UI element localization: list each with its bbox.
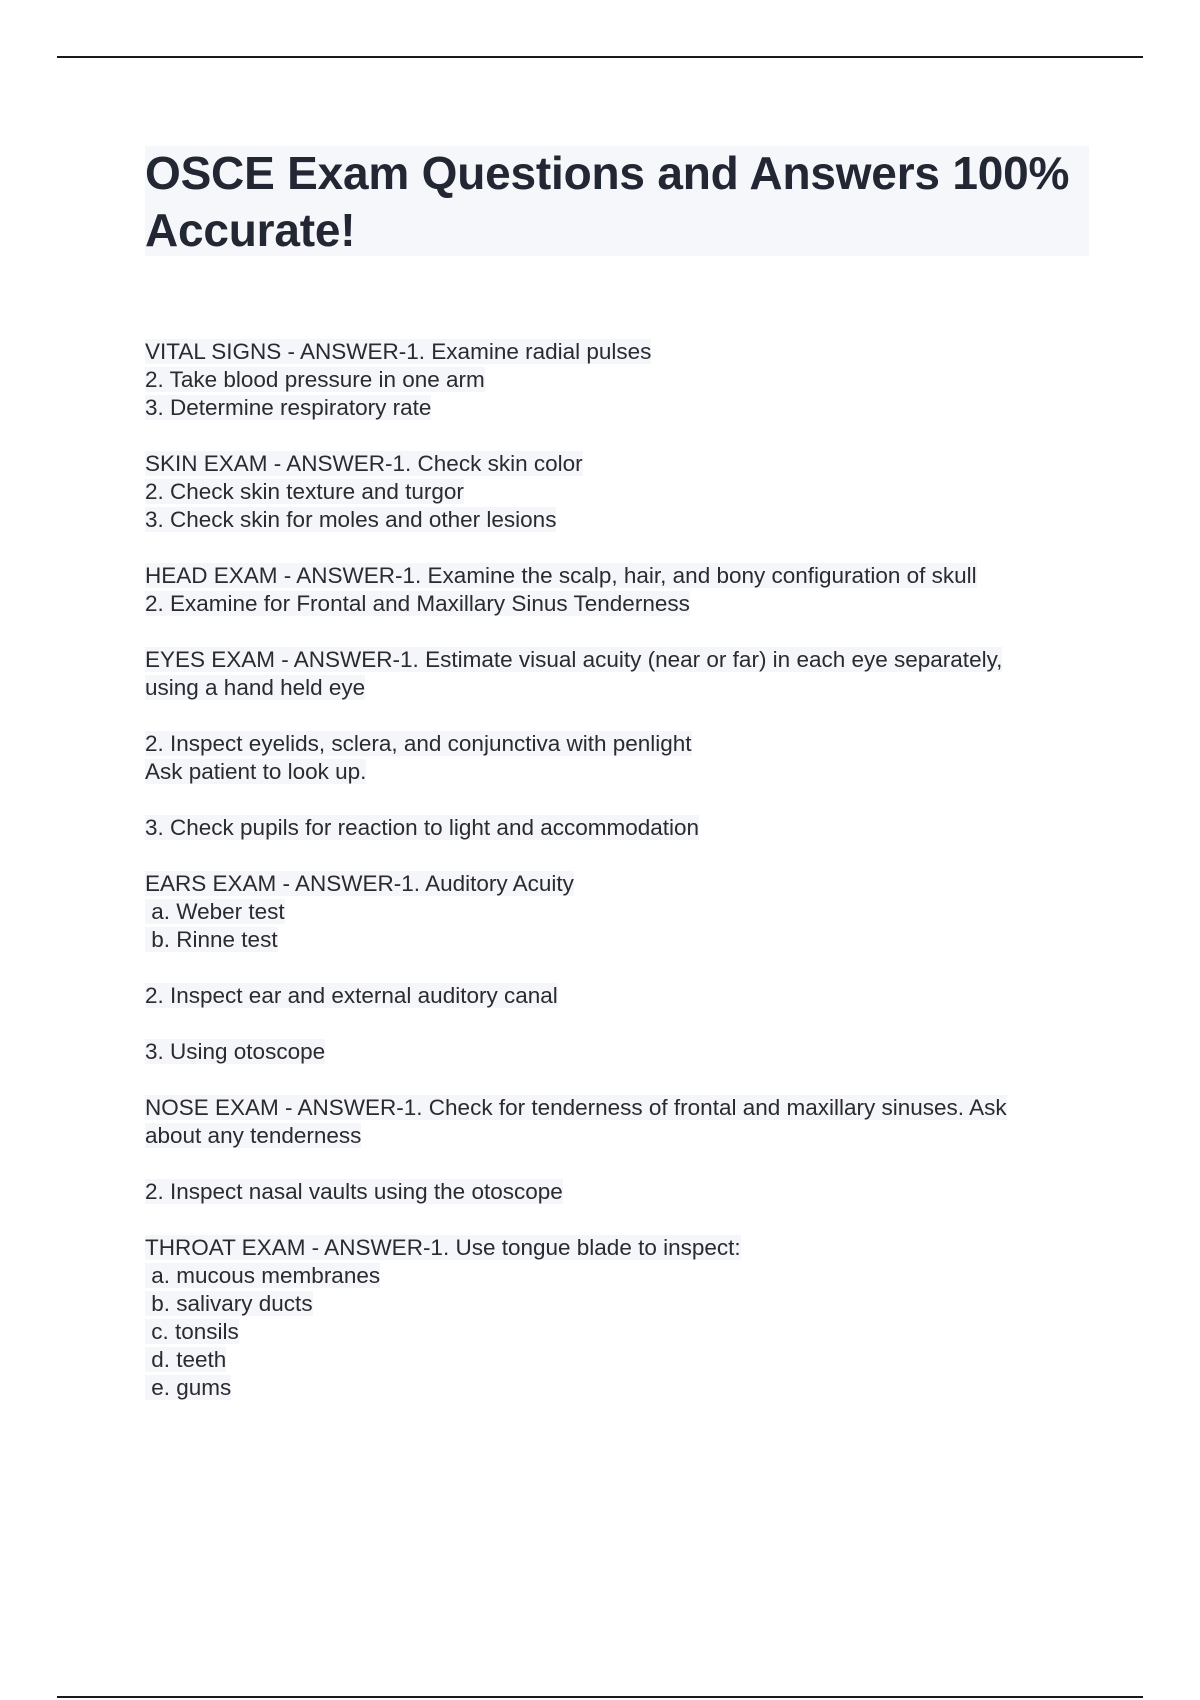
text-line: a. Weber test	[145, 899, 285, 924]
bottom-rule	[57, 1696, 1143, 1698]
text-line: Ask patient to look up.	[145, 759, 367, 784]
section-eyes-step-2	[145, 730, 1105, 786]
top-rule	[57, 56, 1143, 58]
section-nose-exam	[145, 1094, 1105, 1150]
text-line: 3. Check skin for moles and other lesions	[145, 507, 557, 532]
text-line: d. teeth	[145, 1347, 227, 1372]
text-line: 2. Inspect nasal vaults using the otoscope	[145, 1179, 563, 1204]
section-ears-exam	[145, 870, 1105, 954]
text-line: a. mucous membranes	[145, 1263, 381, 1288]
page-title: OSCE Exam Questions and Answers 100% Accurate!	[145, 147, 1070, 256]
text-line: NOSE EXAM - ANSWER-1. Check for tenderness of frontal and maxillary sinuses. Ask	[145, 1095, 1007, 1120]
text-line: c. tonsils	[145, 1319, 239, 1344]
text-line: 2. Check skin texture and turgor	[145, 479, 464, 504]
text-line: 2. Examine for Frontal and Maxillary Sinus Tenderness	[145, 591, 690, 616]
text-line: b. Rinne test	[145, 927, 278, 952]
section-vital-signs	[145, 338, 1105, 422]
text-line: VITAL SIGNS - ANSWER-1. Examine radial pulses	[145, 339, 652, 364]
document-body	[145, 338, 1105, 1430]
text-line: EARS EXAM - ANSWER-1. Auditory Acuity	[145, 871, 574, 896]
text-line: THROAT EXAM - ANSWER-1. Use tongue blade to inspect:	[145, 1235, 741, 1260]
text-line: about any tenderness	[145, 1123, 362, 1148]
text-line: EYES EXAM - ANSWER-1. Estimate visual acuity (near or far) in each eye separately,	[145, 647, 1003, 672]
section-ears-step-3	[145, 1038, 1105, 1066]
text-line: b. salivary ducts	[145, 1291, 313, 1316]
text-line: 2. Take blood pressure in one arm	[145, 367, 485, 392]
text-line: SKIN EXAM - ANSWER-1. Check skin color	[145, 451, 583, 476]
section-skin-exam	[145, 450, 1105, 534]
section-head-exam	[145, 562, 1105, 618]
section-eyes-exam	[145, 646, 1105, 702]
section-ears-step-2	[145, 982, 1105, 1010]
text-line: e. gums	[145, 1375, 232, 1400]
text-line: 2. Inspect eyelids, sclera, and conjunctiva with penlight	[145, 731, 692, 756]
text-line: 3. Check pupils for reaction to light and accommodation	[145, 815, 700, 840]
text-line: 3. Using otoscope	[145, 1039, 326, 1064]
text-line: 3. Determine respiratory rate	[145, 395, 432, 420]
section-throat-exam	[145, 1234, 1105, 1402]
section-nose-step-2	[145, 1178, 1105, 1206]
text-line: 2. Inspect ear and external auditory canal	[145, 983, 558, 1008]
text-line: using a hand held eye	[145, 675, 366, 700]
text-line: HEAD EXAM - ANSWER-1. Examine the scalp, hair, and bony configuration of skull	[145, 563, 977, 588]
section-eyes-step-3	[145, 814, 1105, 842]
